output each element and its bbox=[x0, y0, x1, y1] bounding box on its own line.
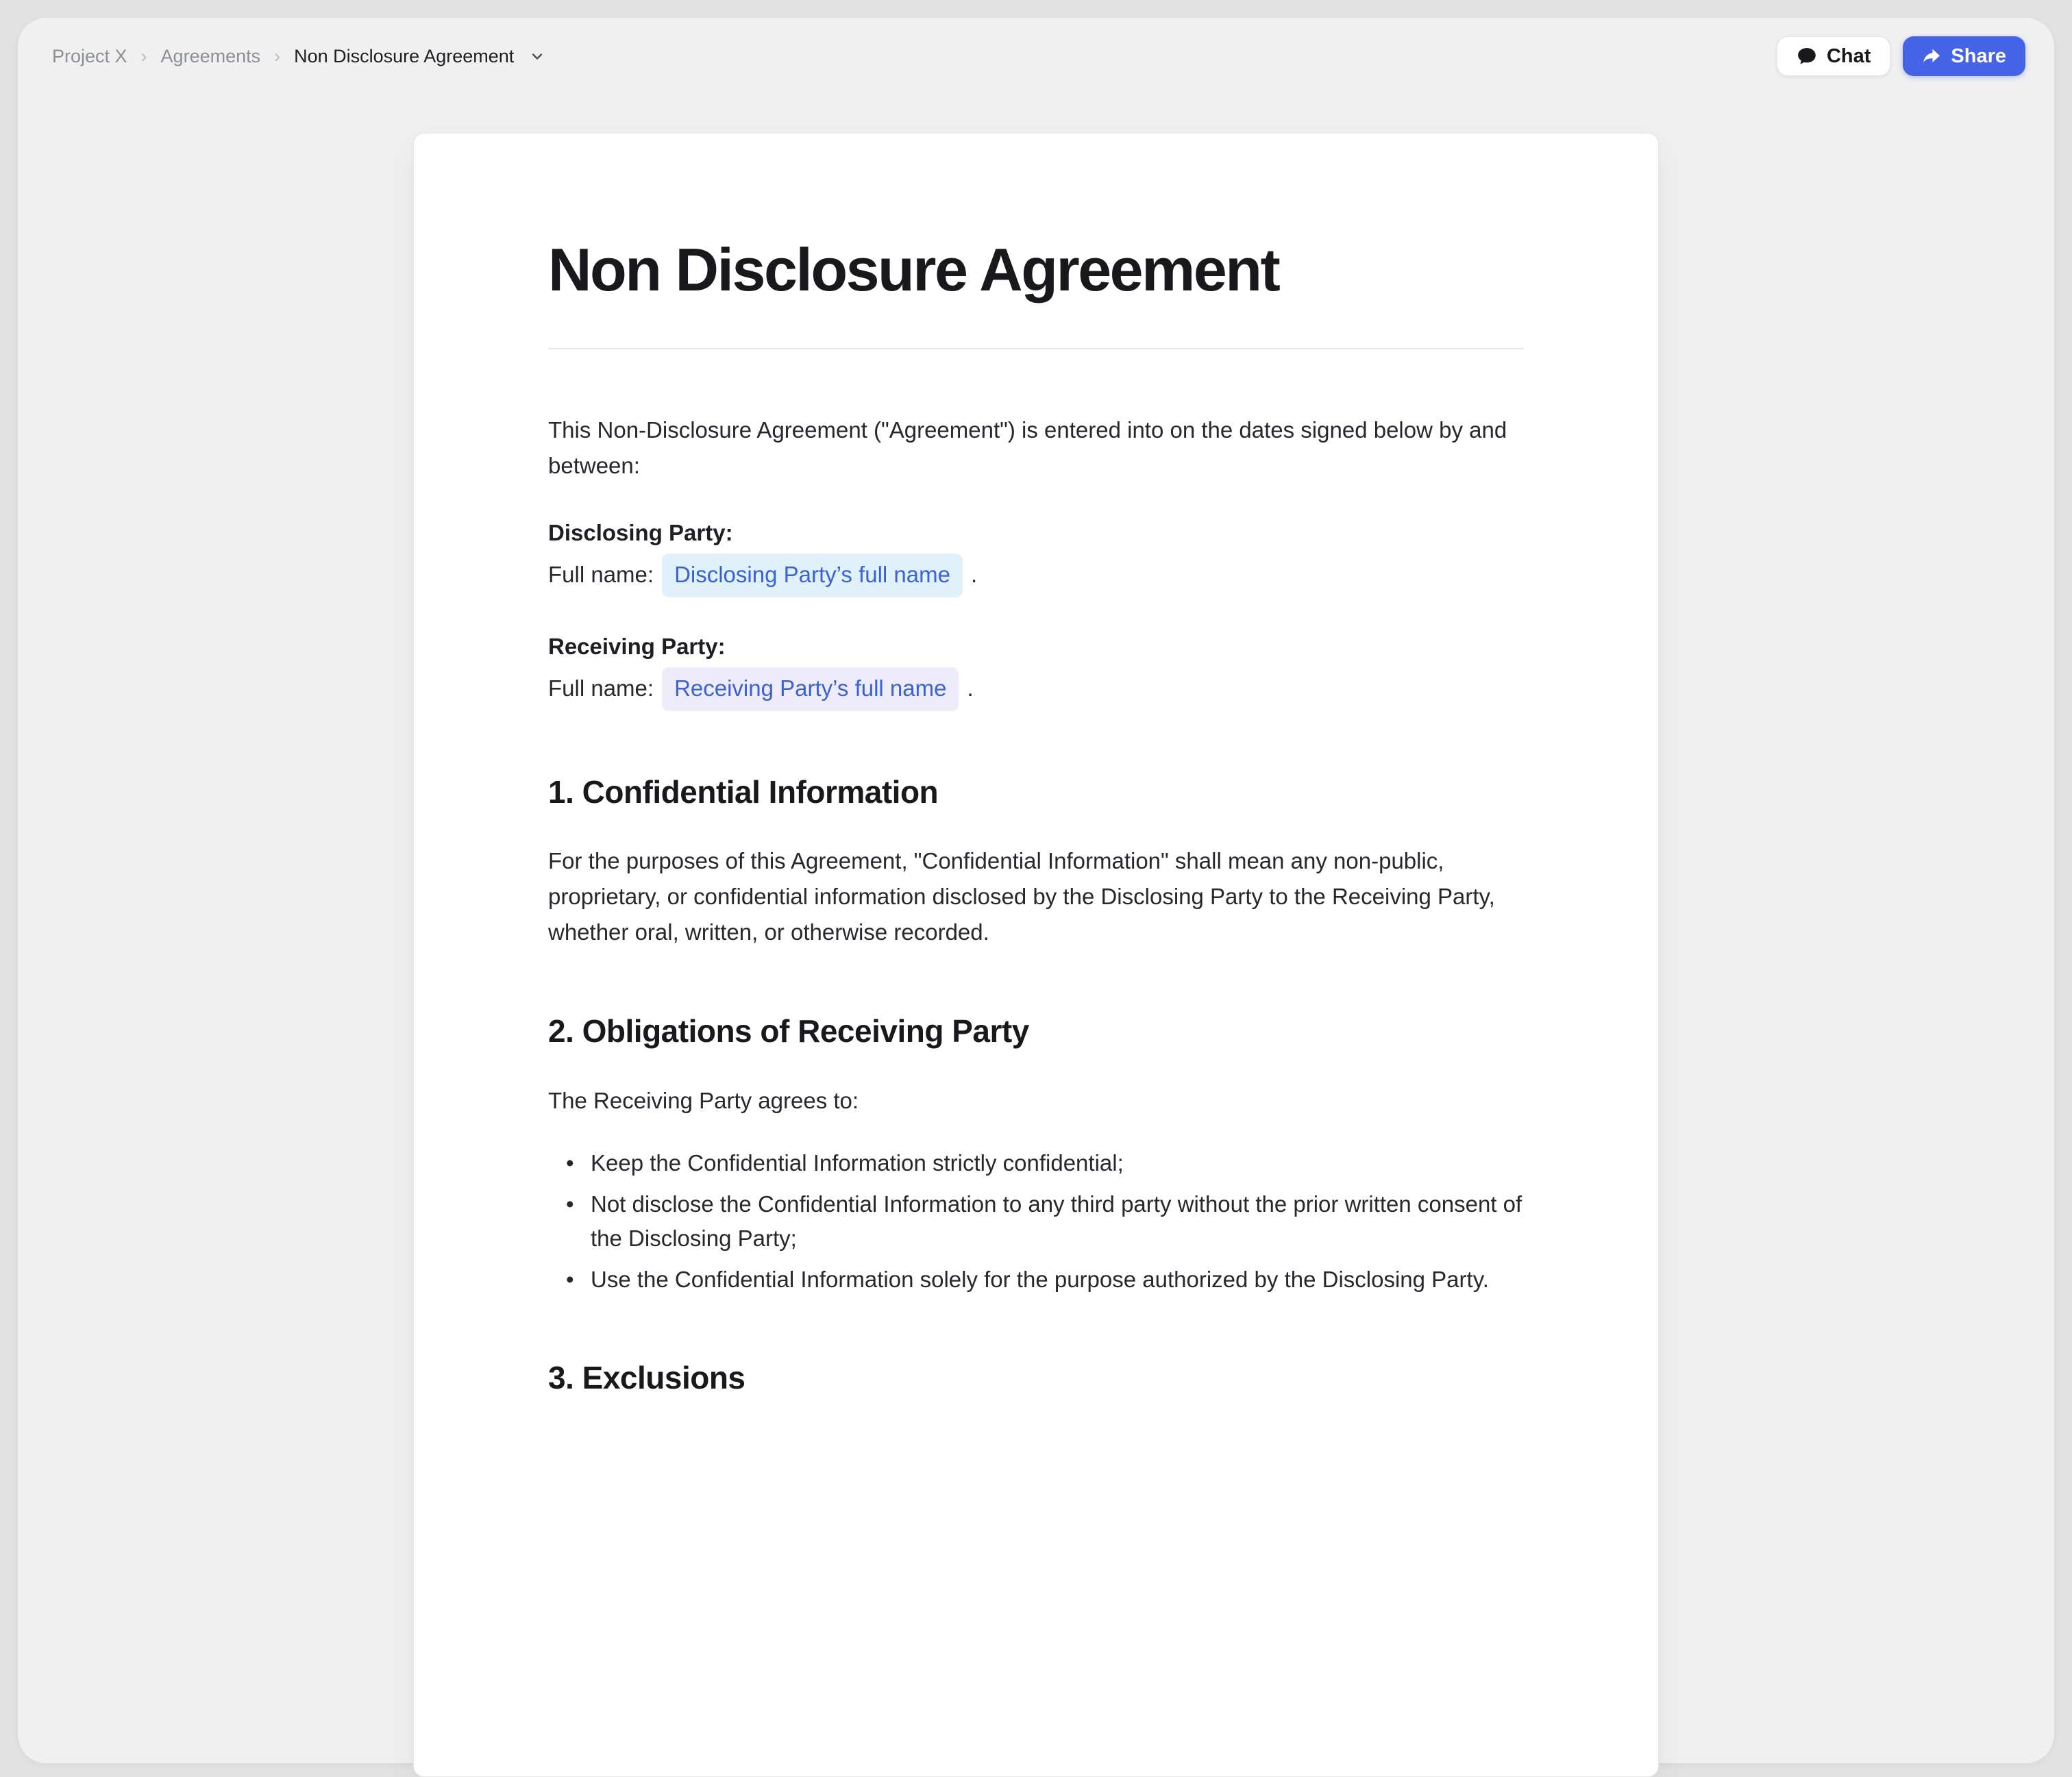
share-button[interactable] bbox=[1903, 36, 2025, 76]
disclosing-party-label: Disclosing Party: bbox=[548, 519, 733, 545]
section-exclusions bbox=[548, 1358, 1524, 1398]
full-name-label: Full name: bbox=[548, 675, 654, 701]
sentence-period: . bbox=[967, 675, 974, 701]
breadcrumb-separator-icon: › bbox=[274, 45, 281, 66]
breadcrumb bbox=[52, 46, 545, 67]
section-heading: 2. Obligations of Receiving Party bbox=[548, 1013, 1029, 1049]
breadcrumb-item-project[interactable]: Project X bbox=[52, 45, 127, 66]
chat-button[interactable] bbox=[1777, 36, 1890, 76]
list-item bbox=[548, 1146, 1524, 1180]
section-heading: 3. Exclusions bbox=[548, 1359, 745, 1395]
chat-icon bbox=[1797, 46, 1817, 66]
breadcrumb-item-agreements[interactable]: Agreements bbox=[160, 45, 261, 66]
section-obligations bbox=[548, 1012, 1524, 1297]
receiving-party-block bbox=[548, 626, 1524, 711]
full-name-label: Full name: bbox=[548, 561, 654, 587]
top-bar bbox=[18, 18, 2054, 95]
list-item-text: Use the Confidential Information solely for the purpose authorized by the Disclosing Party. bbox=[591, 1266, 1489, 1292]
section-paragraph: For the purposes of this Agreement, "Confidential Information" shall mean any non-public, proprietary, or confidential information disclosed by the Disclosing Party to the Receiving Party, whether oral, written, or otherwise recorded. bbox=[548, 848, 1495, 945]
content-panel bbox=[18, 18, 2054, 1763]
breadcrumb-separator-icon: › bbox=[140, 45, 147, 66]
chat-button-label: Chat bbox=[1826, 45, 1871, 67]
sentence-period: . bbox=[970, 561, 978, 587]
bullet-list bbox=[548, 1146, 1524, 1297]
title-divider bbox=[548, 348, 1524, 349]
top-bar-actions bbox=[1777, 36, 2025, 76]
intro-paragraph: This Non-Disclosure Agreement ("Agreement") is entered into on the dates signed below by and between: bbox=[548, 417, 1507, 478]
breadcrumb-current-page[interactable]: Non Disclosure Agreement bbox=[294, 45, 515, 66]
document-card bbox=[413, 133, 1659, 1777]
section-heading: 1. Confidential Information bbox=[548, 773, 939, 810]
list-item-text: Keep the Confidential Information strictly confidential; bbox=[591, 1150, 1124, 1176]
document-canvas bbox=[18, 95, 2054, 1763]
list-item bbox=[548, 1263, 1524, 1297]
share-button-label: Share bbox=[1951, 45, 2006, 67]
list-item-text: Not disclose the Confidential Information to any third party without the prior written consent of the Disclosing Party; bbox=[591, 1191, 1522, 1251]
list-item bbox=[548, 1187, 1524, 1256]
section-paragraph: The Receiving Party agrees to: bbox=[548, 1087, 859, 1113]
chevron-down-icon[interactable] bbox=[529, 48, 545, 64]
section-confidential-information bbox=[548, 773, 1524, 951]
receiving-party-label: Receiving Party: bbox=[548, 633, 726, 659]
share-icon bbox=[1922, 47, 1941, 66]
disclosing-party-name-field[interactable]: Disclosing Party’s full name bbox=[662, 554, 963, 597]
document-title: Non Disclosure Agreement bbox=[548, 236, 1279, 303]
disclosing-party-block bbox=[548, 512, 1524, 597]
receiving-party-name-field[interactable]: Receiving Party’s full name bbox=[662, 667, 959, 711]
